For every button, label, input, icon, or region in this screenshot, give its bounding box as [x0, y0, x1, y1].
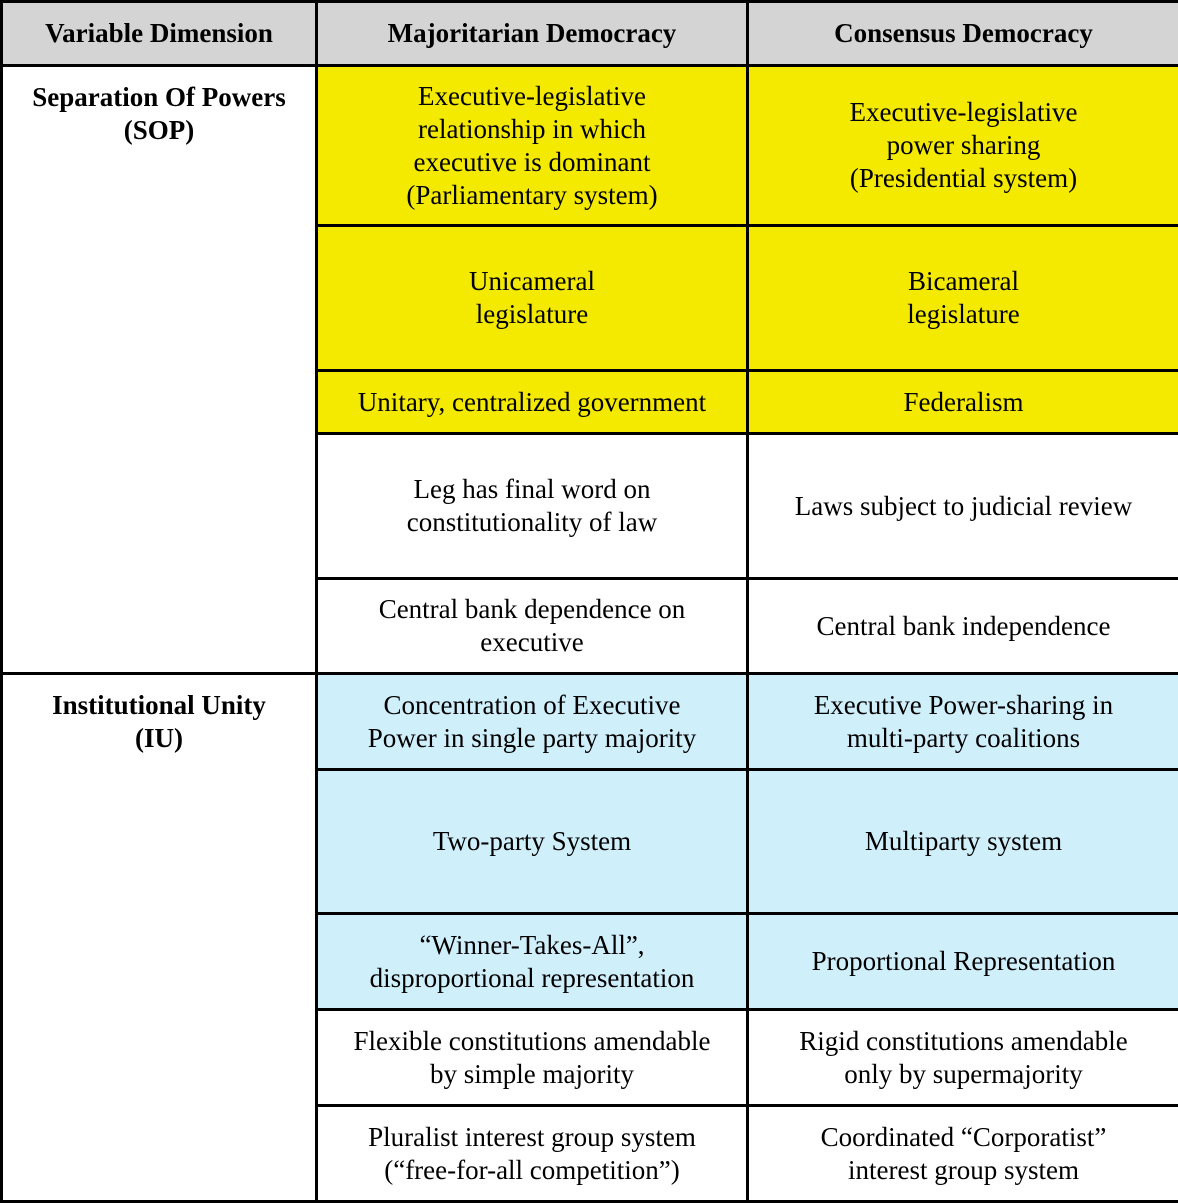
dimension-label: Separation Of Powers (SOP): [32, 82, 285, 145]
cell-text: Flexible constitutions amendable by simple majority: [354, 1026, 711, 1089]
cell-text: “Winner-Takes-All”, disproportional representation: [370, 930, 695, 993]
table-row: [2, 674, 1178, 770]
consensus-cell: [748, 914, 1178, 1010]
cell-text: Central bank dependence on executive: [379, 594, 686, 657]
dimension-iu: [2, 674, 317, 1202]
consensus-cell: [748, 770, 1178, 914]
cell-text: Executive-legislative relationship in which executive is dominant (Parliamentary system): [406, 81, 657, 210]
cell-text: Bicameral legislature: [907, 266, 1019, 329]
consensus-cell: [748, 226, 1178, 371]
header-majoritarian-democracy: Majoritarian Democracy: [317, 2, 748, 66]
cell-text: Executive-legislative power sharing (Presidential system): [850, 97, 1078, 193]
cell-text: Laws subject to judicial review: [795, 491, 1132, 521]
header-row: [2, 2, 1178, 66]
cell-text: Federalism: [904, 387, 1024, 417]
cell-text: Unitary, centralized government: [358, 387, 706, 417]
cell-text: Unicameral legislature: [469, 266, 595, 329]
majoritarian-cell: [317, 226, 748, 371]
consensus-cell: [748, 579, 1178, 674]
header-variable-dimension: Variable Dimension: [2, 2, 317, 66]
consensus-cell: [748, 371, 1178, 434]
cell-text: Executive Power-sharing in multi-party coalitions: [814, 690, 1113, 753]
header-consensus-democracy: Consensus Democracy: [748, 2, 1178, 66]
cell-text: Pluralist interest group system (“free-for-all competition”): [368, 1122, 696, 1185]
dimension-label: Institutional Unity (IU): [52, 690, 266, 753]
majoritarian-cell: [317, 371, 748, 434]
consensus-cell: [748, 1106, 1178, 1202]
cell-text: Rigid constitutions amendable only by supermajority: [799, 1026, 1127, 1089]
consensus-cell: [748, 66, 1178, 226]
dimension-sop: [2, 66, 317, 674]
majoritarian-cell: [317, 674, 748, 770]
cell-text: Concentration of Executive Power in single party majority: [368, 690, 696, 753]
consensus-cell: [748, 674, 1178, 770]
majoritarian-cell: [317, 579, 748, 674]
majoritarian-cell: [317, 66, 748, 226]
cell-text: Leg has final word on constitutionality of law: [407, 474, 657, 537]
consensus-cell: [748, 1010, 1178, 1106]
cell-text: Central bank independence: [817, 611, 1111, 641]
majoritarian-cell: [317, 1106, 748, 1202]
majoritarian-cell: [317, 434, 748, 579]
table-row: [2, 66, 1178, 226]
cell-text: Multiparty system: [865, 826, 1062, 856]
majoritarian-cell: [317, 1010, 748, 1106]
majoritarian-cell: [317, 770, 748, 914]
cell-text: Coordinated “Corporatist” interest group system: [821, 1122, 1107, 1185]
cell-text: Proportional Representation: [812, 946, 1116, 976]
consensus-cell: [748, 434, 1178, 579]
majoritarian-cell: [317, 914, 748, 1010]
cell-text: Two-party System: [433, 826, 631, 856]
